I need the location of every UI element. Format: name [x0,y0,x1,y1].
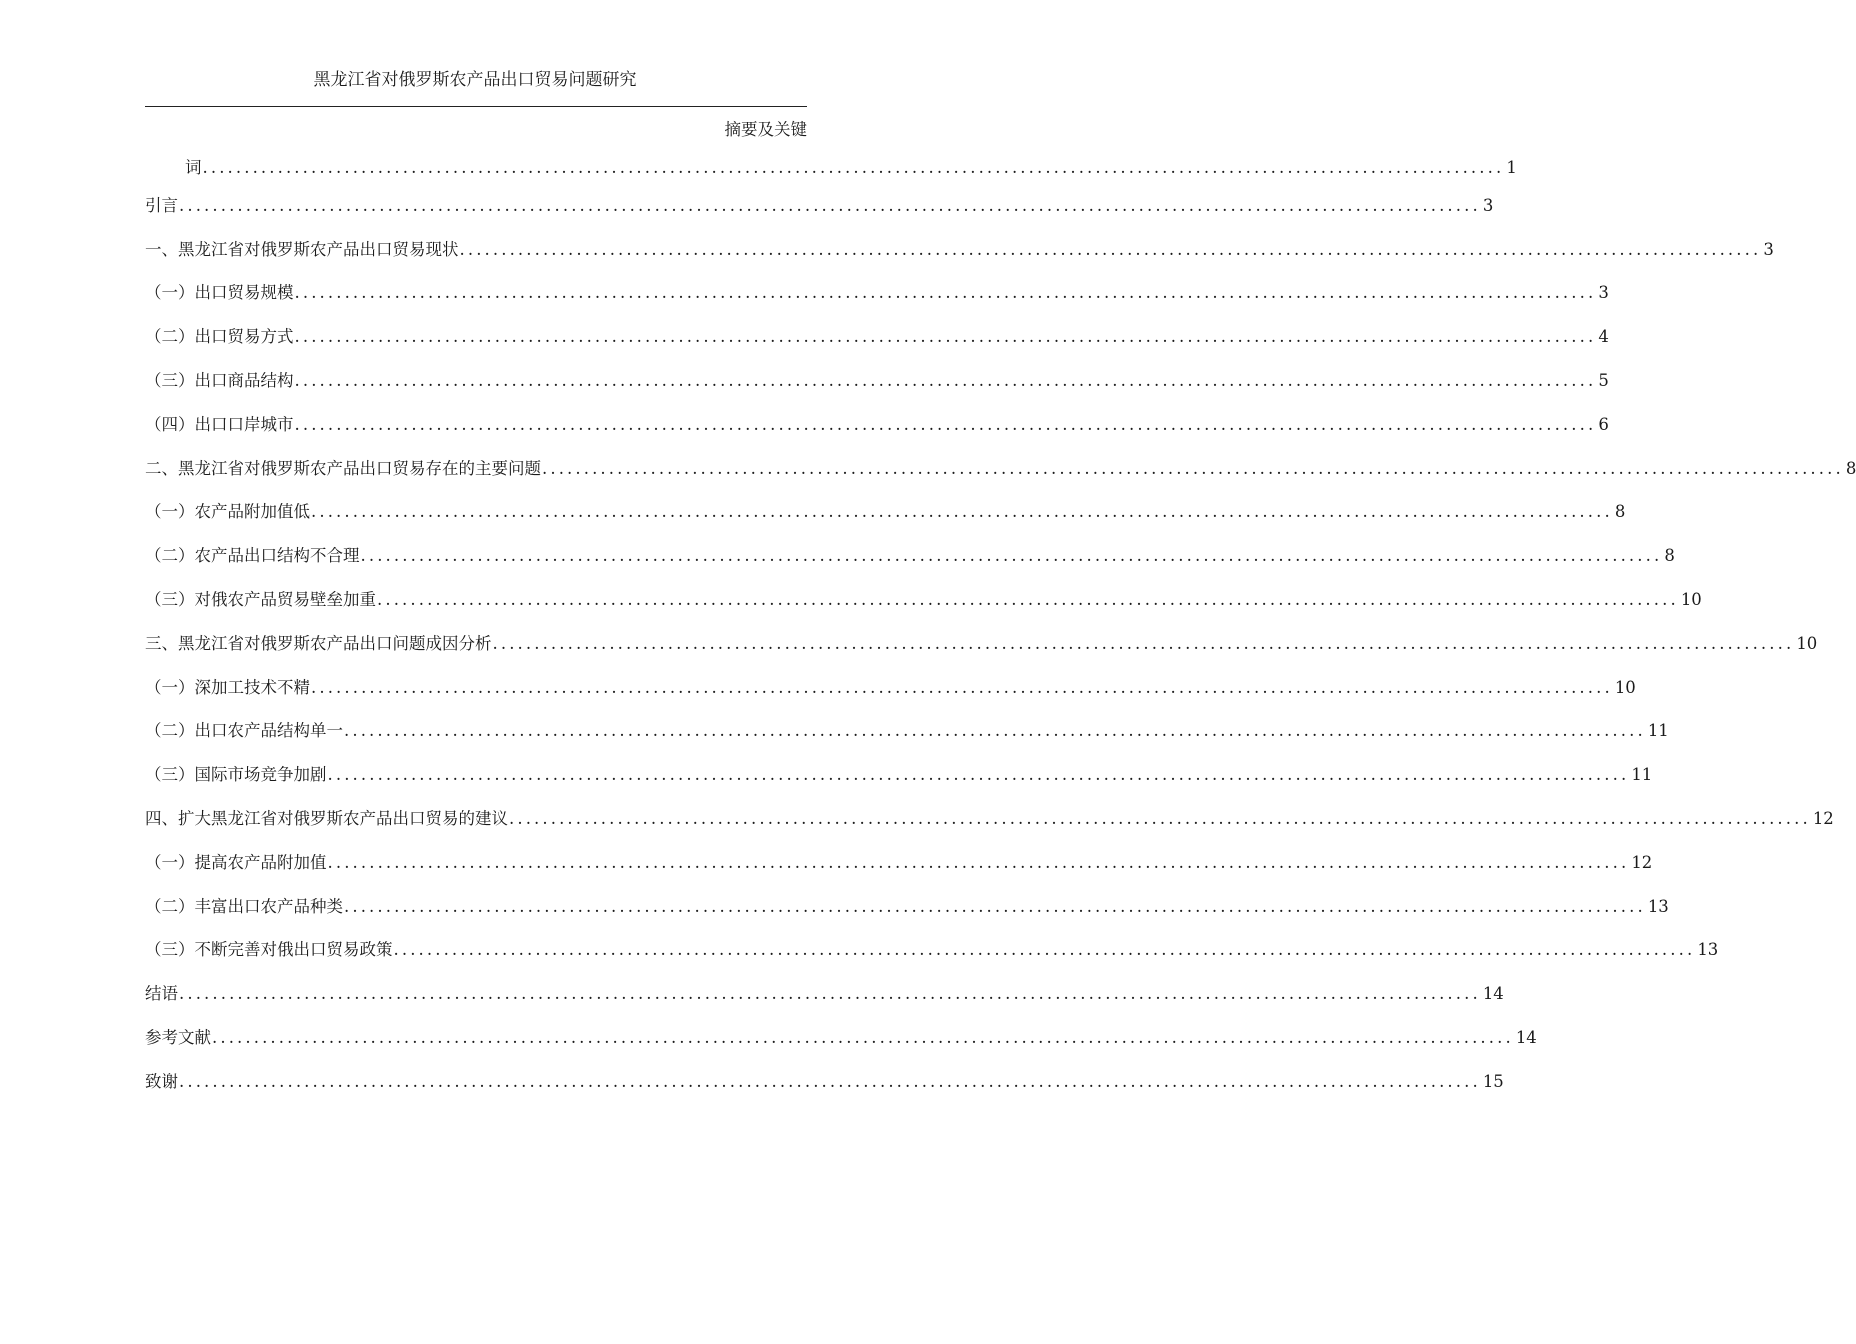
toc-entry[interactable] [145,1070,1504,1094]
toc-entry-title: 词 [185,158,202,177]
toc-leader-dots: ............................................................................................................................................................ [212,1028,1514,1047]
toc-entry[interactable] [145,500,1626,524]
toc-page-number: 8 [1614,502,1626,521]
toc-entry-title: 二、黑龙江省对俄罗斯农产品出口贸易存在的主要问题 [145,459,541,478]
toc-page-number: 12 [1631,853,1653,872]
toc-entry-title: （三）国际市场竞争加剧 [145,765,327,784]
toc-entry-abstract-line1[interactable]: 摘要及关键 [724,120,807,139]
toc-page-number: 14 [1482,984,1504,1003]
toc-page-number: 8 [1845,459,1856,478]
toc-leader-dots: ............................................................................................................................................................ [179,1072,1481,1091]
toc-page-number: 8 [1664,546,1675,565]
toc-entry-title: （一）农产品附加值低 [145,502,310,521]
toc-entry[interactable] [145,369,1609,393]
toc-leader-dots: ............................................................................................................................................................ [327,853,1630,872]
toc-entry-title: （二）农产品出口结构不合理 [145,546,360,565]
toc-page-number: 10 [1796,634,1818,653]
toc-page-number: 15 [1482,1072,1504,1091]
toc-entry-title: （一）提高农产品附加值 [145,853,327,872]
toc-entry-title: （四）出口口岸城市 [145,415,294,434]
toc-entry[interactable] [145,325,1609,349]
toc-entry[interactable] [145,763,1653,787]
toc-page-number: 3 [1598,283,1609,302]
toc-entry[interactable] [145,588,1702,612]
toc-leader-dots: ............................................................................................................................................................ [360,546,1663,565]
toc-leader-dots: ............................................................................................................................................................ [509,809,1811,828]
toc-entry[interactable] [145,807,1834,831]
toc-entry[interactable] [145,895,1669,919]
toc-entry[interactable] [145,544,1675,568]
toc-entry-title: （二）丰富出口农产品种类 [145,897,343,916]
toc-entry[interactable] [145,281,1609,305]
toc-page-number: 1 [1506,158,1517,177]
toc-entry-title: （二）出口农产品结构单一 [145,721,343,740]
toc-entry-title: （一）深加工技术不精 [145,678,310,697]
toc-leader-dots: ............................................................................................................................................................ [377,590,1679,609]
toc-leader-dots: ............................................................................................................................................................ [294,327,1597,346]
toc-leader-dots: ............................................................................................................................................................ [294,371,1597,390]
toc-entry[interactable] [145,982,1504,1006]
toc-page-number: 10 [1614,678,1636,697]
toc-entry[interactable] [145,676,1636,700]
toc-leader-dots: ............................................................................................................................................................ [311,678,1613,697]
toc-entry-title: （三）不断完善对俄出口贸易政策 [145,940,393,959]
toc-page-number: 13 [1647,897,1669,916]
toc-page-number: 6 [1598,415,1609,434]
toc-entry-title: （三）对俄农产品贸易壁垒加重 [145,590,376,609]
toc-leader-dots: ............................................................................................................................................................ [393,940,1696,959]
toc-entry[interactable] [145,938,1719,962]
toc-entry-title: 引言 [145,196,178,215]
toc-entry-title: 三、黑龙江省对俄罗斯农产品出口问题成因分析 [145,634,492,653]
toc-leader-dots: ............................................................................................................................................................ [459,240,1762,259]
toc-entry-title: 参考文献 [145,1028,211,1047]
toc-entry-title: （二）出口贸易方式 [145,327,294,346]
toc-page-number: 11 [1647,721,1669,740]
toc-page-number: 13 [1697,940,1719,959]
toc-leader-dots: ............................................................................................................................................................ [179,196,1481,215]
toc-leader-dots: ............................................................................................................................................................ [202,158,1505,177]
toc-entry-title: 致谢 [145,1072,178,1091]
toc-page-number: 5 [1598,371,1609,390]
toc-leader-dots: ............................................................................................................................................................ [294,415,1597,434]
toc-leader-dots: ............................................................................................................................................................ [327,765,1630,784]
toc-page-number: 3 [1482,196,1494,215]
toc-page-number: 10 [1680,590,1702,609]
toc-entry[interactable] [145,719,1669,743]
toc-entry-title: （一）出口贸易规模 [145,283,294,302]
toc-leader-dots: ............................................................................................................................................................ [344,721,1646,740]
toc-entry-abstract-line2[interactable] [185,156,1517,180]
toc-page-number: 14 [1515,1028,1537,1047]
toc-entry[interactable] [145,457,1856,481]
toc-leader-dots: ............................................................................................................................................................ [311,502,1613,521]
toc-leader-dots: ............................................................................................................................................................ [344,897,1646,916]
toc-entry[interactable] [145,413,1609,437]
toc-leader-dots: ............................................................................................................................................................ [492,634,1795,653]
toc-leader-dots: ............................................................................................................................................................ [179,984,1481,1003]
toc-entry-title: 一、黑龙江省对俄罗斯农产品出口贸易现状 [145,240,459,259]
toc-leader-dots: ............................................................................................................................................................ [542,459,1844,478]
toc-page-number: 3 [1763,240,1774,259]
toc-entry[interactable] [145,194,1494,218]
toc-entry-title: 结语 [145,984,178,1003]
toc-entry[interactable] [145,1026,1537,1050]
toc-page-number: 12 [1812,809,1834,828]
toc-entry[interactable] [145,238,1774,262]
running-header-title: 黑龙江省对俄罗斯农产品出口贸易问题研究 [313,70,637,90]
toc-leader-dots: ............................................................................................................................................................ [294,283,1597,302]
toc-entry-title: （三）出口商品结构 [145,371,294,390]
toc-entry-title: 四、扩大黑龙江省对俄罗斯农产品出口贸易的建议 [145,809,508,828]
toc-page-number: 4 [1598,327,1609,346]
toc-page-number: 11 [1631,765,1653,784]
toc-entry[interactable] [145,632,1818,656]
toc-entry[interactable] [145,851,1653,875]
